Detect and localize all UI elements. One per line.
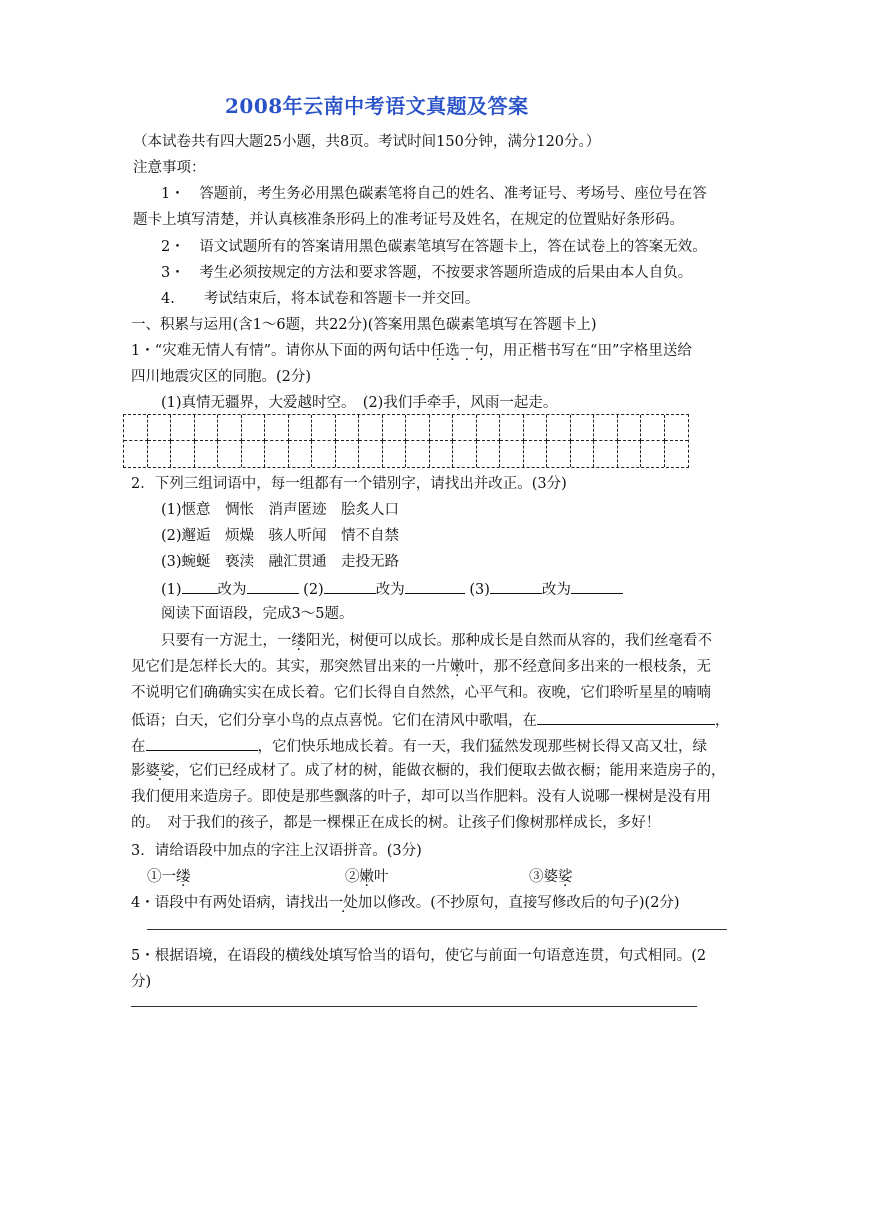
grid-cell[interactable] bbox=[359, 415, 383, 441]
passage-dotted-char: 嫩 bbox=[450, 659, 465, 675]
grid-cell[interactable] bbox=[171, 415, 195, 441]
grid-cell[interactable] bbox=[312, 441, 336, 467]
grid-cell[interactable] bbox=[148, 415, 172, 441]
passage-text: 叶，那不经意间多出来的一根枝条，无 bbox=[464, 659, 711, 675]
q1-dotted-char: 选 bbox=[445, 343, 460, 359]
passage-line bbox=[131, 761, 726, 781]
question-1-stem bbox=[131, 341, 692, 361]
notice-item-4: 4. 考试结束后，将本试卷和答题卡一并交回。 bbox=[161, 291, 480, 307]
passage-text: 阳光，树便可以成长。那种成长是自然而从容的，我们丝毫看不 bbox=[306, 633, 712, 649]
answer-blank[interactable] bbox=[405, 578, 465, 594]
grid-cell[interactable] bbox=[453, 441, 477, 467]
answer-line[interactable] bbox=[131, 1006, 697, 1007]
item-number: ①一 bbox=[147, 869, 176, 885]
passage-text: 见它们是怎样长大的。其实，那突然冒出来的一片 bbox=[131, 659, 450, 675]
grid-cell[interactable] bbox=[641, 415, 665, 441]
grid-cell[interactable] bbox=[524, 415, 548, 441]
grid-cell[interactable] bbox=[430, 415, 454, 441]
answer-blank[interactable] bbox=[182, 578, 218, 594]
grid-cell[interactable] bbox=[242, 441, 266, 467]
section-1-heading: 一、积累与运用(含1～6题，共22分)(答案用黑色碳素笔填写在答题卡上) bbox=[131, 317, 597, 333]
grid-cell[interactable] bbox=[665, 415, 689, 441]
grid-cell[interactable] bbox=[500, 441, 524, 467]
question-3-item bbox=[529, 867, 573, 887]
exam-intro: （本试卷共有四大题25小题，共8页。考试时间150分钟，满分120分。） bbox=[133, 134, 601, 150]
grid-cell[interactable] bbox=[406, 441, 430, 467]
passage-text: ，它们已经成材了。成了材的树，能做衣橱的，我们便取去做衣橱；能用来造房子的， bbox=[174, 763, 726, 779]
question-3-stem: 3．请给语段中加点的字注上汉语拼音。(3分) bbox=[131, 843, 422, 859]
question-2-stem: 2．下列三组词语中，每一组都有一个错别字，请找出并改正。(3分) bbox=[131, 476, 567, 492]
item-text: 叶 bbox=[374, 869, 389, 885]
reading-intro: 阅读下面语段，完成3～5题。 bbox=[161, 606, 354, 622]
answer-label: 改为 bbox=[375, 582, 405, 598]
passage-text: 影 bbox=[131, 763, 146, 779]
grid-cell[interactable] bbox=[195, 441, 219, 467]
grid-cell[interactable] bbox=[336, 441, 360, 467]
grid-cell[interactable] bbox=[289, 441, 313, 467]
grid-cell[interactable] bbox=[265, 441, 289, 467]
notice-item-2: 2・ 语文试题所有的答案请用黑色碳素笔填写在答题卡上，答在试卷上的答案无效。 bbox=[161, 239, 707, 255]
grid-cell[interactable] bbox=[453, 415, 477, 441]
grid-cell[interactable] bbox=[594, 441, 618, 467]
grid-cell[interactable] bbox=[124, 441, 148, 467]
question-3-item bbox=[345, 867, 389, 887]
grid-cell[interactable] bbox=[359, 441, 383, 467]
q1-text-b: ，用正楷书写在“田”字格里送给 bbox=[488, 343, 692, 359]
grid-cell[interactable] bbox=[430, 441, 454, 467]
q4-text: 加以修改。(不抄原句，直接写修改后的句子)(2分) bbox=[357, 895, 680, 911]
passage-text: ，它们快乐地成长着。有一天，我们猛然发现那些树长得又高又壮，绿 bbox=[257, 739, 707, 755]
question-1-stem-cont: 四川地震灾区的同胞。(2分) bbox=[131, 369, 312, 385]
grid-cell[interactable] bbox=[477, 441, 501, 467]
item-number: ③婆 bbox=[529, 869, 558, 885]
q3-dotted-char: 缕 bbox=[176, 869, 191, 885]
answer-label: (1) bbox=[161, 582, 182, 598]
passage-text: 在 bbox=[131, 739, 146, 755]
grid-cell[interactable] bbox=[618, 415, 642, 441]
answer-label: (2) bbox=[303, 582, 324, 598]
grid-cell[interactable] bbox=[218, 441, 242, 467]
grid-cell[interactable] bbox=[500, 415, 524, 441]
passage-text: 低语；白天，它们分享小鸟的点点喜悦。它们在清风中歌唱，在 bbox=[131, 713, 537, 729]
grid-cell[interactable] bbox=[547, 415, 571, 441]
passage-dotted-char: 缕 bbox=[291, 633, 306, 649]
q3-dotted-char: 嫩 bbox=[359, 869, 374, 885]
passage-line: 的。 对于我们的孩子，都是一棵棵正在成长的树。让孩子们像树那样成长，多好！ bbox=[131, 815, 661, 831]
grid-cell[interactable] bbox=[383, 441, 407, 467]
passage-line bbox=[131, 657, 711, 677]
notice-item-3: 3・ 考生必须按规定的方法和要求答题，不按要求答题所造成的后果由本人自负。 bbox=[161, 265, 693, 281]
question-2-group-2: (2)邂逅 烦燥 骇人听闻 情不自禁 bbox=[161, 528, 400, 544]
question-3-item bbox=[147, 867, 191, 887]
q3-dotted-char: 娑 bbox=[558, 869, 573, 885]
tianzige-answer-grid[interactable] bbox=[123, 414, 689, 468]
answer-label: 改为 bbox=[217, 582, 247, 598]
grid-cell[interactable] bbox=[477, 415, 501, 441]
answer-label: (3) bbox=[469, 582, 490, 598]
grid-cell[interactable] bbox=[571, 415, 595, 441]
answer-blank[interactable] bbox=[247, 578, 299, 594]
question-4-stem bbox=[131, 893, 680, 913]
q1-dotted-char: 一 bbox=[459, 343, 475, 359]
grid-cell[interactable] bbox=[383, 415, 407, 441]
passage-text: ， bbox=[715, 713, 730, 729]
passage-text: 只要有一方泥土，一 bbox=[161, 633, 292, 649]
grid-cell[interactable] bbox=[336, 415, 360, 441]
q4-dotted-char: 一处 bbox=[328, 895, 358, 911]
passage-line bbox=[131, 709, 730, 731]
q1-dotted-char: 句 bbox=[474, 343, 489, 359]
item-number: ② bbox=[345, 869, 360, 885]
passage-fill-blank[interactable] bbox=[146, 735, 258, 751]
passage-line bbox=[131, 735, 707, 757]
page-title: 2008年云南中考语文真题及答案 bbox=[225, 94, 529, 118]
grid-cell[interactable] bbox=[312, 415, 336, 441]
answer-line[interactable] bbox=[147, 929, 727, 930]
grid-cell[interactable] bbox=[406, 415, 430, 441]
grid-cell[interactable] bbox=[265, 415, 289, 441]
passage-line bbox=[161, 631, 712, 651]
grid-cell[interactable] bbox=[195, 415, 219, 441]
notice-item-1: 1・ 答题前，考生务必用黑色碳素笔将自己的姓名、准考证号、考场号、座位号在答 bbox=[161, 186, 707, 202]
question-5-stem-cont: 分) bbox=[131, 974, 152, 990]
question-2-group-1: (1)惬意 惆怅 消声匿迹 脍炙人口 bbox=[161, 502, 400, 518]
grid-cell[interactable] bbox=[124, 415, 148, 441]
answer-blank[interactable] bbox=[571, 578, 623, 594]
q1-dotted-char: 任 bbox=[430, 343, 446, 359]
question-2-group-3: (3)蜿蜒 亵渎 融汇贯通 走投无路 bbox=[161, 554, 400, 570]
question-1-options: (1)真情无疆界，大爱越时空。 (2)我们手牵手，风雨一起走。 bbox=[161, 395, 558, 411]
question-5-stem: 5・根据语境，在语段的横线处填写恰当的语句，使它与前面一句语意连贯，句式相同。(2 bbox=[131, 948, 707, 964]
passage-fill-blank[interactable] bbox=[537, 709, 715, 725]
grid-cell[interactable] bbox=[547, 441, 571, 467]
grid-cell[interactable] bbox=[571, 441, 595, 467]
grid-cell[interactable] bbox=[242, 415, 266, 441]
answer-label: 改为 bbox=[541, 582, 571, 598]
grid-cell[interactable] bbox=[218, 415, 242, 441]
grid-cell[interactable] bbox=[641, 441, 665, 467]
grid-cell[interactable] bbox=[171, 441, 195, 467]
q1-text-a: 1・“灾难无情人有情”。请你从下面的两句话中 bbox=[131, 343, 431, 359]
passage-dotted-char: 婆娑 bbox=[145, 763, 175, 779]
grid-cell[interactable] bbox=[289, 415, 313, 441]
q4-text: 4・语段中有两处语病，请找出 bbox=[131, 895, 329, 911]
grid-cell[interactable] bbox=[524, 441, 548, 467]
grid-cell[interactable] bbox=[618, 441, 642, 467]
passage-line: 我们便用来造房子。即使是那些飘落的叶子，却可以当作肥料。没有人说哪一棵树是没有用 bbox=[131, 789, 711, 805]
notice-item-1-cont: 题卡上填写清楚，并认真核准条形码上的准考证号及姓名，在规定的位置贴好条形码。 bbox=[133, 212, 684, 228]
passage-line: 不说明它们确确实实在成长着。它们长得自自然然，心平气和。夜晚，它们聆听星星的喃喃 bbox=[131, 685, 711, 701]
grid-cell[interactable] bbox=[148, 441, 172, 467]
question-2-answer-row bbox=[161, 578, 623, 600]
answer-blank[interactable] bbox=[324, 578, 376, 594]
answer-blank[interactable] bbox=[490, 578, 542, 594]
notice-heading: 注意事项： bbox=[133, 160, 206, 176]
grid-cell[interactable] bbox=[665, 441, 689, 467]
grid-cell[interactable] bbox=[594, 415, 618, 441]
